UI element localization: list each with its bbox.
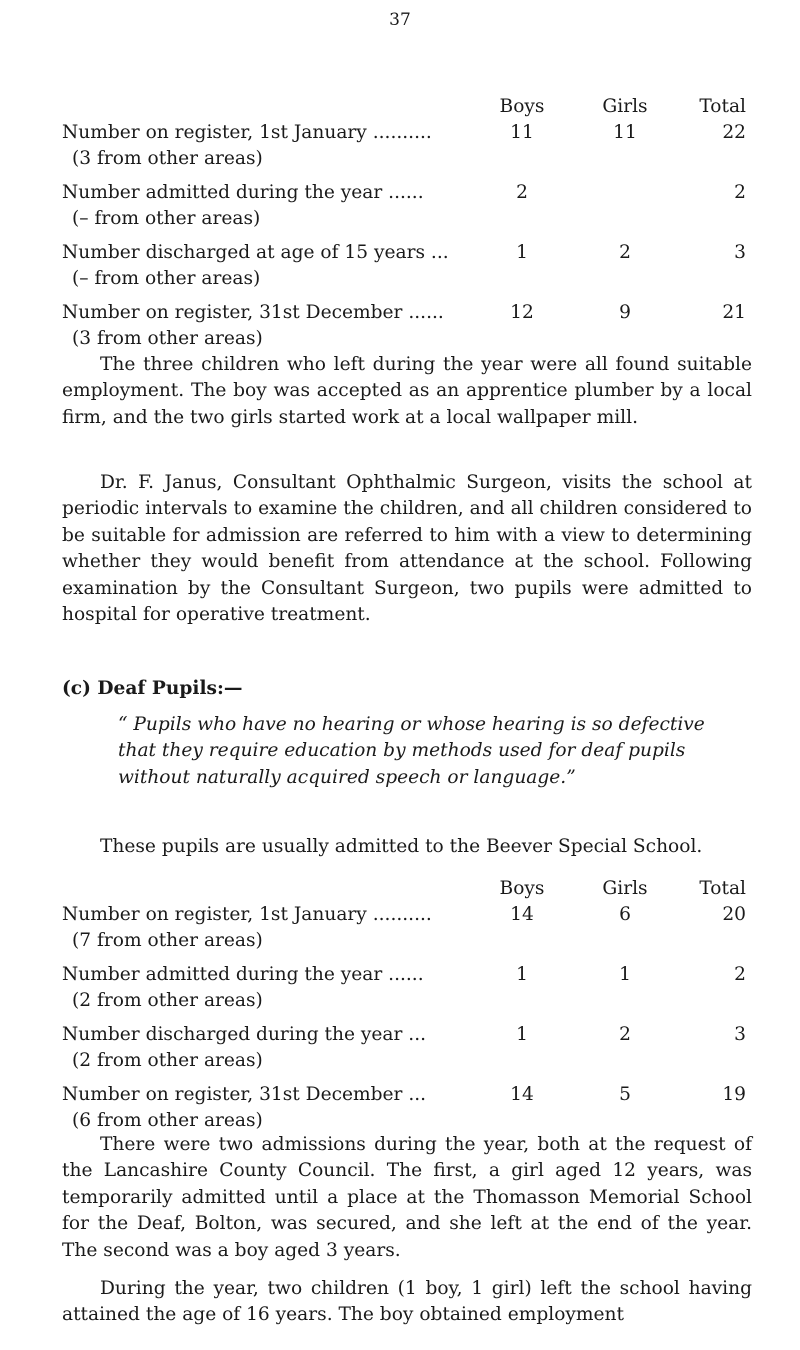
- row-girls: 1: [619, 964, 631, 985]
- row-label: Number on register, 31st December ......: [62, 302, 444, 323]
- row-label: Number on register, 1st January ..........: [62, 122, 432, 143]
- row-label: Number discharged during the year ...: [62, 1024, 427, 1045]
- row-total: 22: [722, 122, 746, 143]
- section-prefix: (c): [62, 678, 91, 699]
- paragraph-text: There were two admissions during the year, both at the request of the Lancashire County Council. The first, a girl aged 12 years, was temporarily admitted until a place at the Thomasson Memorial School for the Deaf, Bolton, was secured, and she left at the end of the year. The second was a boy aged 3 years.: [62, 1134, 752, 1261]
- section-title: Deaf Pupils:—: [97, 678, 243, 699]
- header-total: Total: [699, 96, 746, 117]
- table-row: [62, 962, 752, 988]
- table-row: [62, 1082, 752, 1108]
- row-label: Number admitted during the year ......: [62, 964, 424, 985]
- row-sublabel: (2 from other areas): [72, 990, 263, 1011]
- row-boys: 14: [510, 904, 534, 925]
- row-total: 19: [722, 1084, 746, 1105]
- row-sublabel: (7 from other areas): [72, 930, 263, 951]
- paragraph-admissions: [62, 1132, 752, 1264]
- paragraph-text: The three children who left during the year were all found suitable employment. The boy was accepted as an apprentice plumber by a local firm, and the two girls started work at a local wallpaper mill.: [62, 354, 752, 428]
- page-number: 37: [389, 10, 411, 30]
- table-row: [62, 300, 752, 326]
- register-table-blind: [62, 94, 752, 360]
- row-label: Number admitted during the year ......: [62, 182, 424, 203]
- row-total: 2: [734, 964, 746, 985]
- row-girls: 9: [619, 302, 631, 323]
- row-girls: 6: [619, 904, 631, 925]
- paragraph-intro: [62, 834, 752, 860]
- row-boys: 2: [516, 182, 528, 203]
- paragraph-ophthalmic: [62, 470, 752, 628]
- row-girls: 11: [613, 122, 637, 143]
- row-girls: 2: [619, 1024, 631, 1045]
- row-label: Number on register, 31st December ...: [62, 1084, 427, 1105]
- row-label: Number on register, 1st January ..........: [62, 904, 432, 925]
- row-girls: 2: [619, 242, 631, 263]
- table-row: [62, 902, 752, 928]
- section-heading-deaf: [62, 676, 242, 702]
- definition-quote: “ Pupils who have no hearing or whose hearing is so defective that they require education by methods used for deaf pupils without naturally acquired speech or language.”: [118, 714, 705, 788]
- table-row: [62, 1022, 752, 1048]
- row-sublabel: (6 from other areas): [72, 1110, 263, 1131]
- row-total: 21: [722, 302, 746, 323]
- table-header: [62, 876, 752, 902]
- row-label: Number discharged at age of 15 years ...: [62, 242, 449, 263]
- row-boys: 12: [510, 302, 534, 323]
- paragraph-leavers: [62, 1276, 752, 1329]
- paragraph-employment: [62, 352, 752, 431]
- header-total: Total: [699, 878, 746, 899]
- row-total: 2: [734, 182, 746, 203]
- row-boys: 1: [516, 242, 528, 263]
- row-sublabel: (3 from other areas): [72, 328, 263, 349]
- paragraph-text: These pupils are usually admitted to the Beever Special School.: [100, 836, 703, 857]
- row-sublabel: (– from other areas): [72, 268, 261, 289]
- paragraph-text: Dr. F. Janus, Consultant Ophthalmic Surgeon, visits the school at periodic intervals to examine the children, and all children considered to be suitable for admission are referred to him with a view to determining whether they would benefit from attendance at the school. Following examination by the Consultant Surgeon, two pupils were admitted to hospital for operative treatment.: [62, 472, 752, 625]
- paragraph-text: During the year, two children (1 boy, 1 girl) left the school having attained the age of 16 years. The boy obtained employment: [62, 1278, 752, 1326]
- row-total: 3: [734, 242, 746, 263]
- row-boys: 14: [510, 1084, 534, 1105]
- row-total: 3: [734, 1024, 746, 1045]
- table-row: [62, 180, 752, 206]
- row-boys: 1: [516, 964, 528, 985]
- header-girls: Girls: [602, 96, 648, 117]
- row-boys: 1: [516, 1024, 528, 1045]
- row-sublabel: (– from other areas): [72, 208, 261, 229]
- row-boys: 11: [510, 122, 534, 143]
- row-sublabel: (2 from other areas): [72, 1050, 263, 1071]
- row-girls: 5: [619, 1084, 631, 1105]
- header-boys: Boys: [499, 878, 545, 899]
- register-table-deaf: [62, 876, 752, 1142]
- table-header: [62, 94, 752, 120]
- row-total: 20: [722, 904, 746, 925]
- table-row: [62, 240, 752, 266]
- table-row: [62, 120, 752, 146]
- row-sublabel: (3 from other areas): [72, 148, 263, 169]
- header-boys: Boys: [499, 96, 545, 117]
- header-girls: Girls: [602, 878, 648, 899]
